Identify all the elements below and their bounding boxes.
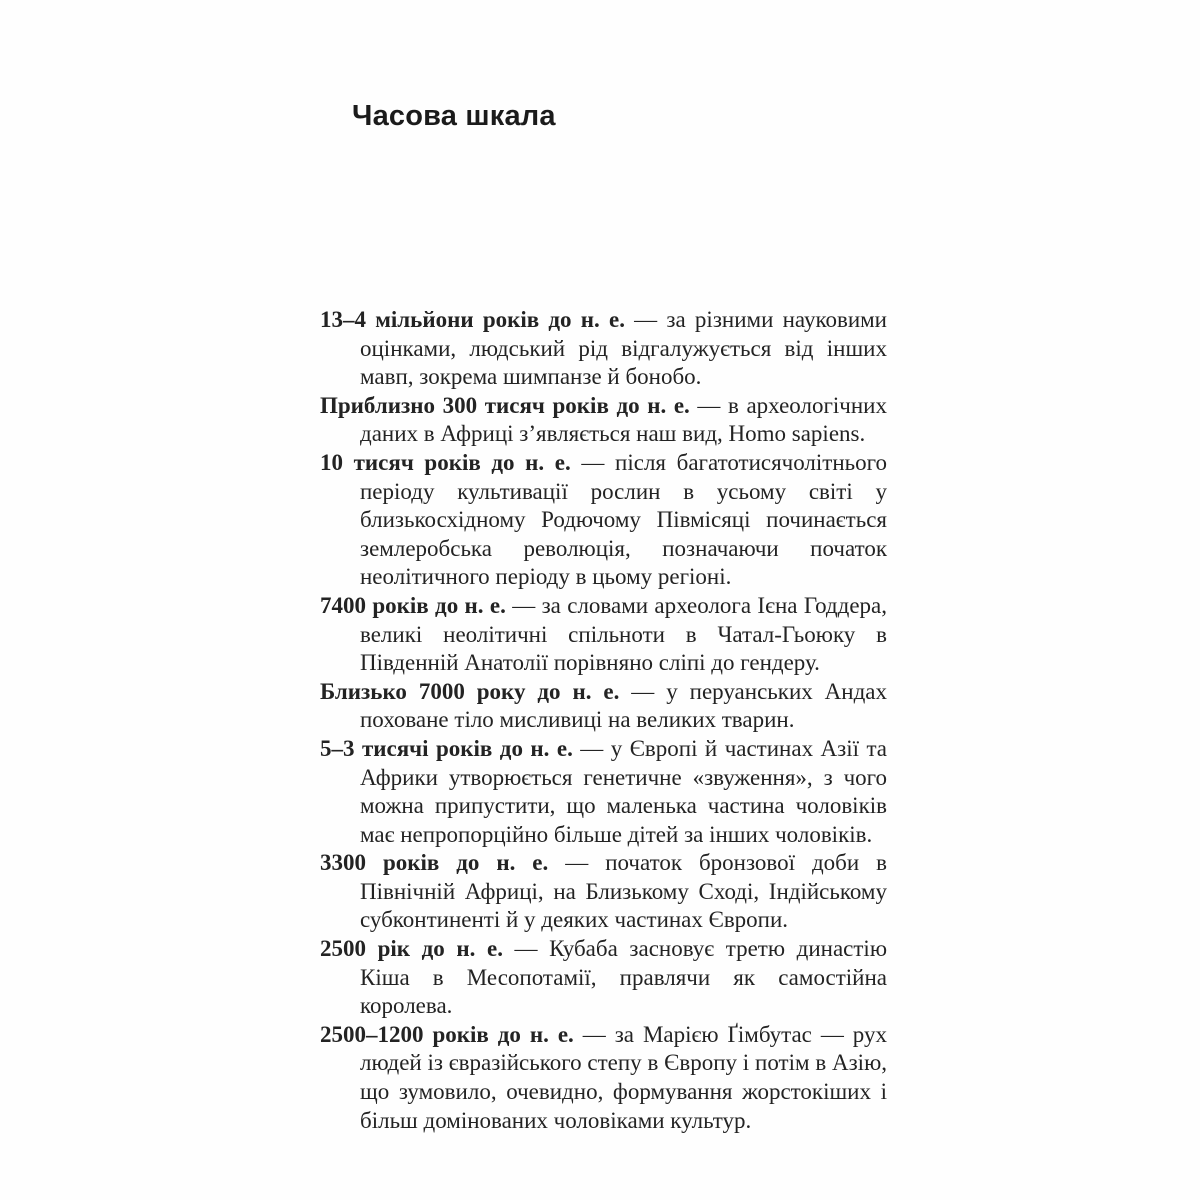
entry-text: у перуанських Андах поховане тіло мисливиці на великих тварин. xyxy=(360,678,888,733)
entry-text: в археологічних даних в Африці з’являється наш вид, Homo sapiens. xyxy=(360,392,887,447)
timeline-entry xyxy=(320,849,888,935)
timeline-entry xyxy=(320,592,888,678)
timeline-entry xyxy=(320,678,888,735)
entry-separator: — xyxy=(548,850,606,876)
entry-text: після багатотисячолітнього періоду культивації рослин в усьому світі у близькосхідному Родючому Півмісяці починається землеробська революція, позначаючи початок неолітичного періоду в цьому регіоні. xyxy=(360,449,888,590)
entry-text: початок бронзової доби в Північній Африці, на Близькому Сході, Індійському субконтиненті й у деяких частинах Європи. xyxy=(360,850,888,933)
entry-date: Приблизно 300 тисяч років до н. е. xyxy=(320,392,690,418)
entry-separator: — xyxy=(505,592,542,618)
entry-separator: — xyxy=(624,307,667,332)
entry-date: 10 тисяч років до н. е. xyxy=(320,449,571,475)
entry-text: у Європі й частинах Азії та Африки утворюється генетичне «звуження», з чого можна припустити, що маленька частина чоловіків має непропорційно більше дітей за інших чоловіків. xyxy=(360,735,888,847)
entry-separator: — xyxy=(572,735,611,761)
timeline-entry xyxy=(320,392,887,449)
entry-separator: — xyxy=(689,392,728,418)
entry-date: 3300 років до н. е. xyxy=(320,850,549,876)
entry-text: за словами археолога Ієна Годдера, великі неолітичні спільноти в Чатал-Гьоюку в Південній Анатолії порівняно сліпі до гендеру. xyxy=(360,592,888,676)
entry-text: за різними науковими оцінками, людський рід відгалужується від інших мавп, зокрема шимпанзе й бонобо. xyxy=(360,307,887,390)
entry-date: 13–4 мільйони років до н. е. xyxy=(320,307,625,332)
entry-text: Кубаба засновує третю династію Кіша в Месопотамії, правлячи як самостійна королева. xyxy=(360,936,888,1019)
timeline-entry xyxy=(320,1021,888,1135)
entry-date: 5–3 тисячі років до н. е. xyxy=(320,735,573,761)
timeline-entry xyxy=(320,935,888,1021)
entry-date: 2500 рік до н. е. xyxy=(320,936,503,962)
entry-separator: — xyxy=(570,449,616,475)
timeline-list xyxy=(320,306,888,1135)
entry-date: 7400 років до н. е. xyxy=(320,592,506,618)
timeline-entry xyxy=(320,306,887,392)
page-title: Часова шкала xyxy=(352,100,556,132)
entry-date: 2500–1200 років до н. е. xyxy=(320,1021,574,1047)
entry-separator: — xyxy=(502,936,550,962)
timeline-entry xyxy=(320,449,888,592)
timeline-entry xyxy=(320,735,888,849)
entry-date: Близько 7000 року до н. е. xyxy=(320,678,620,704)
entry-text: за Марією Ґімбутас — рух людей із євразійського степу в Європу і потім в Азію, що зумовило, очевидно, формування жорстокіших і більш домінованих чоловіками культур. xyxy=(360,1021,888,1133)
entry-separator: — xyxy=(573,1021,615,1047)
entry-separator: — xyxy=(619,678,667,704)
